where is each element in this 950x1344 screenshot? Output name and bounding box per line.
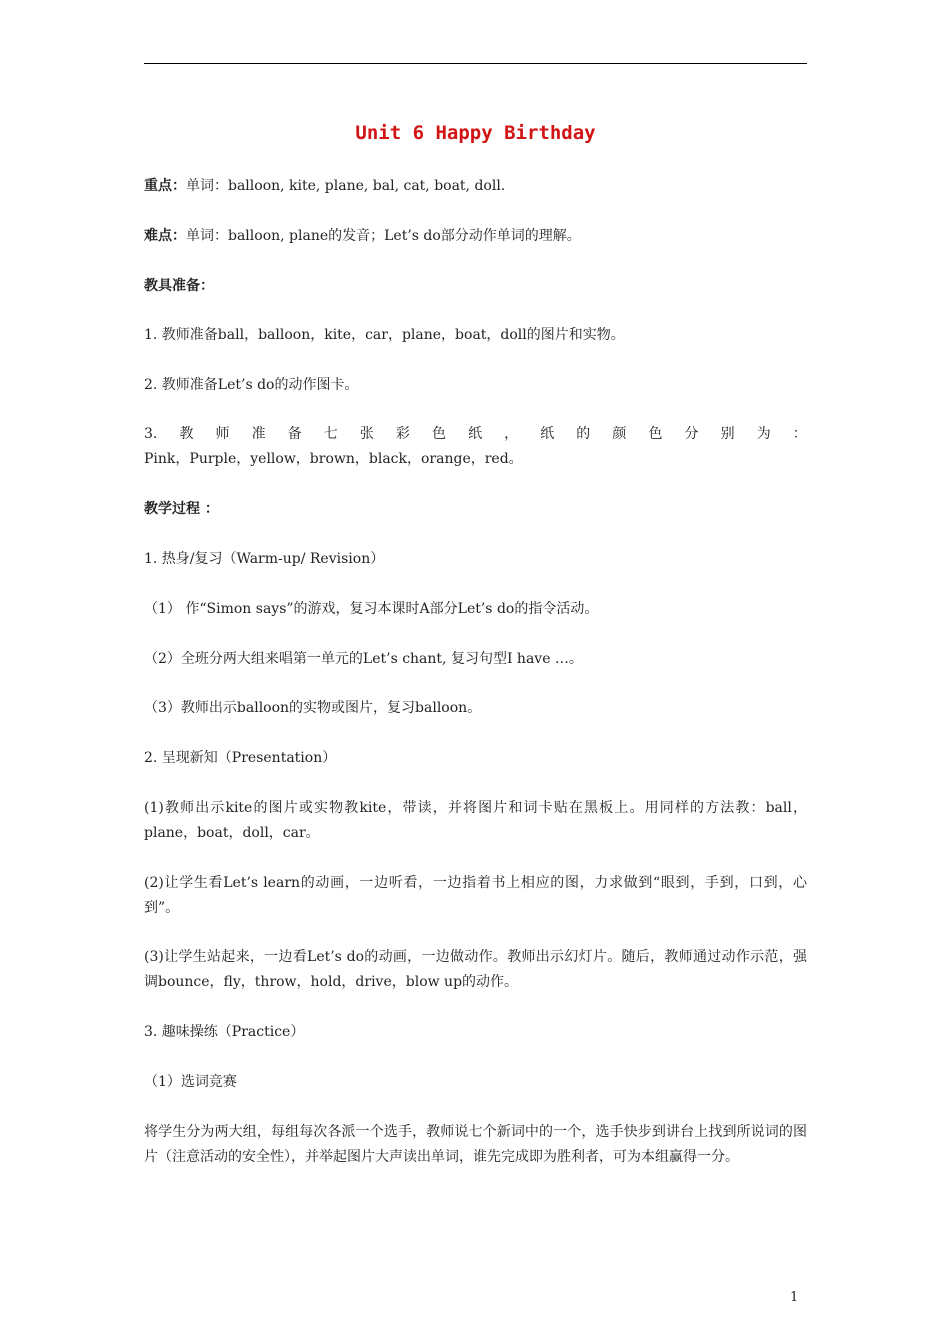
- key-points-text: 单词：balloon, kite, plane, bal, cat, boat, doll.: [186, 178, 506, 194]
- section1-item-1: （1） 作“Simon says”的游戏，复习本课时A部分Let’s do的指令活动。: [144, 601, 599, 617]
- section3-sub: （1）选词竞赛: [144, 1074, 237, 1090]
- section2-item-3: (3)让学生站起来，一边看Let’s do的动画，一边做动作。教师出示幻灯片。随后，教师通过动作示范，强调bounce，fly，throw，hold，drive，blow up的动作。: [144, 949, 807, 990]
- material-item-3: [144, 422, 807, 472]
- section2-item-2: (2)让学生看Let’s learn的动画，一边听看，一边指着书上相应的图，力求做到“眼到，手到，口到，心到”。: [144, 875, 807, 916]
- material-item-3-line2: Pink，Purple，yellow，brown，black，orange，red。: [144, 451, 523, 467]
- difficult-points-label: 难点：: [144, 228, 186, 244]
- document-title: Unit 6 Happy Birthday: [355, 122, 596, 144]
- section1-item-3: （3）教师出示balloon的实物或图片，复习balloon。: [144, 700, 482, 716]
- key-points-label: 重点：: [144, 178, 186, 194]
- material-item-2: 2. 教师准备Let’s do的动作图卡。: [144, 377, 359, 393]
- section1-heading: 1. 热身/复习（Warm-up/ Revision）: [144, 551, 385, 567]
- difficult-points-text: 单词：balloon, plane的发音；Let’s do部分动作单词的理解。: [186, 228, 581, 244]
- process-heading: 教学过程 ：: [144, 501, 219, 517]
- section2-heading: 2. 呈现新知（Presentation）: [144, 750, 337, 766]
- page-number: 1: [790, 1290, 799, 1305]
- key-points: [144, 174, 807, 199]
- material-item-1: 1. 教师准备ball，balloon，kite，car，plane，boat，doll的图片和实物。: [144, 327, 625, 343]
- difficult-points: [144, 224, 807, 249]
- material-item-3-line1: 3. 教 师 准 备 七 张 彩 色 纸 ， 纸 的 颜 色 分 别 为 ：: [144, 426, 807, 442]
- section1-item-2: （2）全班分两大组来唱第一单元的Let’s chant, 复习句型I have …。: [144, 651, 583, 667]
- materials-heading: 教具准备：: [144, 278, 214, 294]
- section2-item-1: (1)教师出示kite的图片或实物教kite，带读，并将图片和词卡贴在黑板上。用同样的方法教：ball，plane，boat，doll，car。: [144, 800, 807, 841]
- header-rule: [144, 63, 807, 64]
- section3-body: 将学生分为两大组，每组每次各派一个选手，教师说七个新词中的一个，选手快步到讲台上找到所说词的图片（注意活动的安全性），并举起图片大声读出单词，谁先完成即为胜利者，可为本组赢得一分。: [144, 1124, 807, 1165]
- section3-heading: 3. 趣味操练（Practice）: [144, 1024, 305, 1040]
